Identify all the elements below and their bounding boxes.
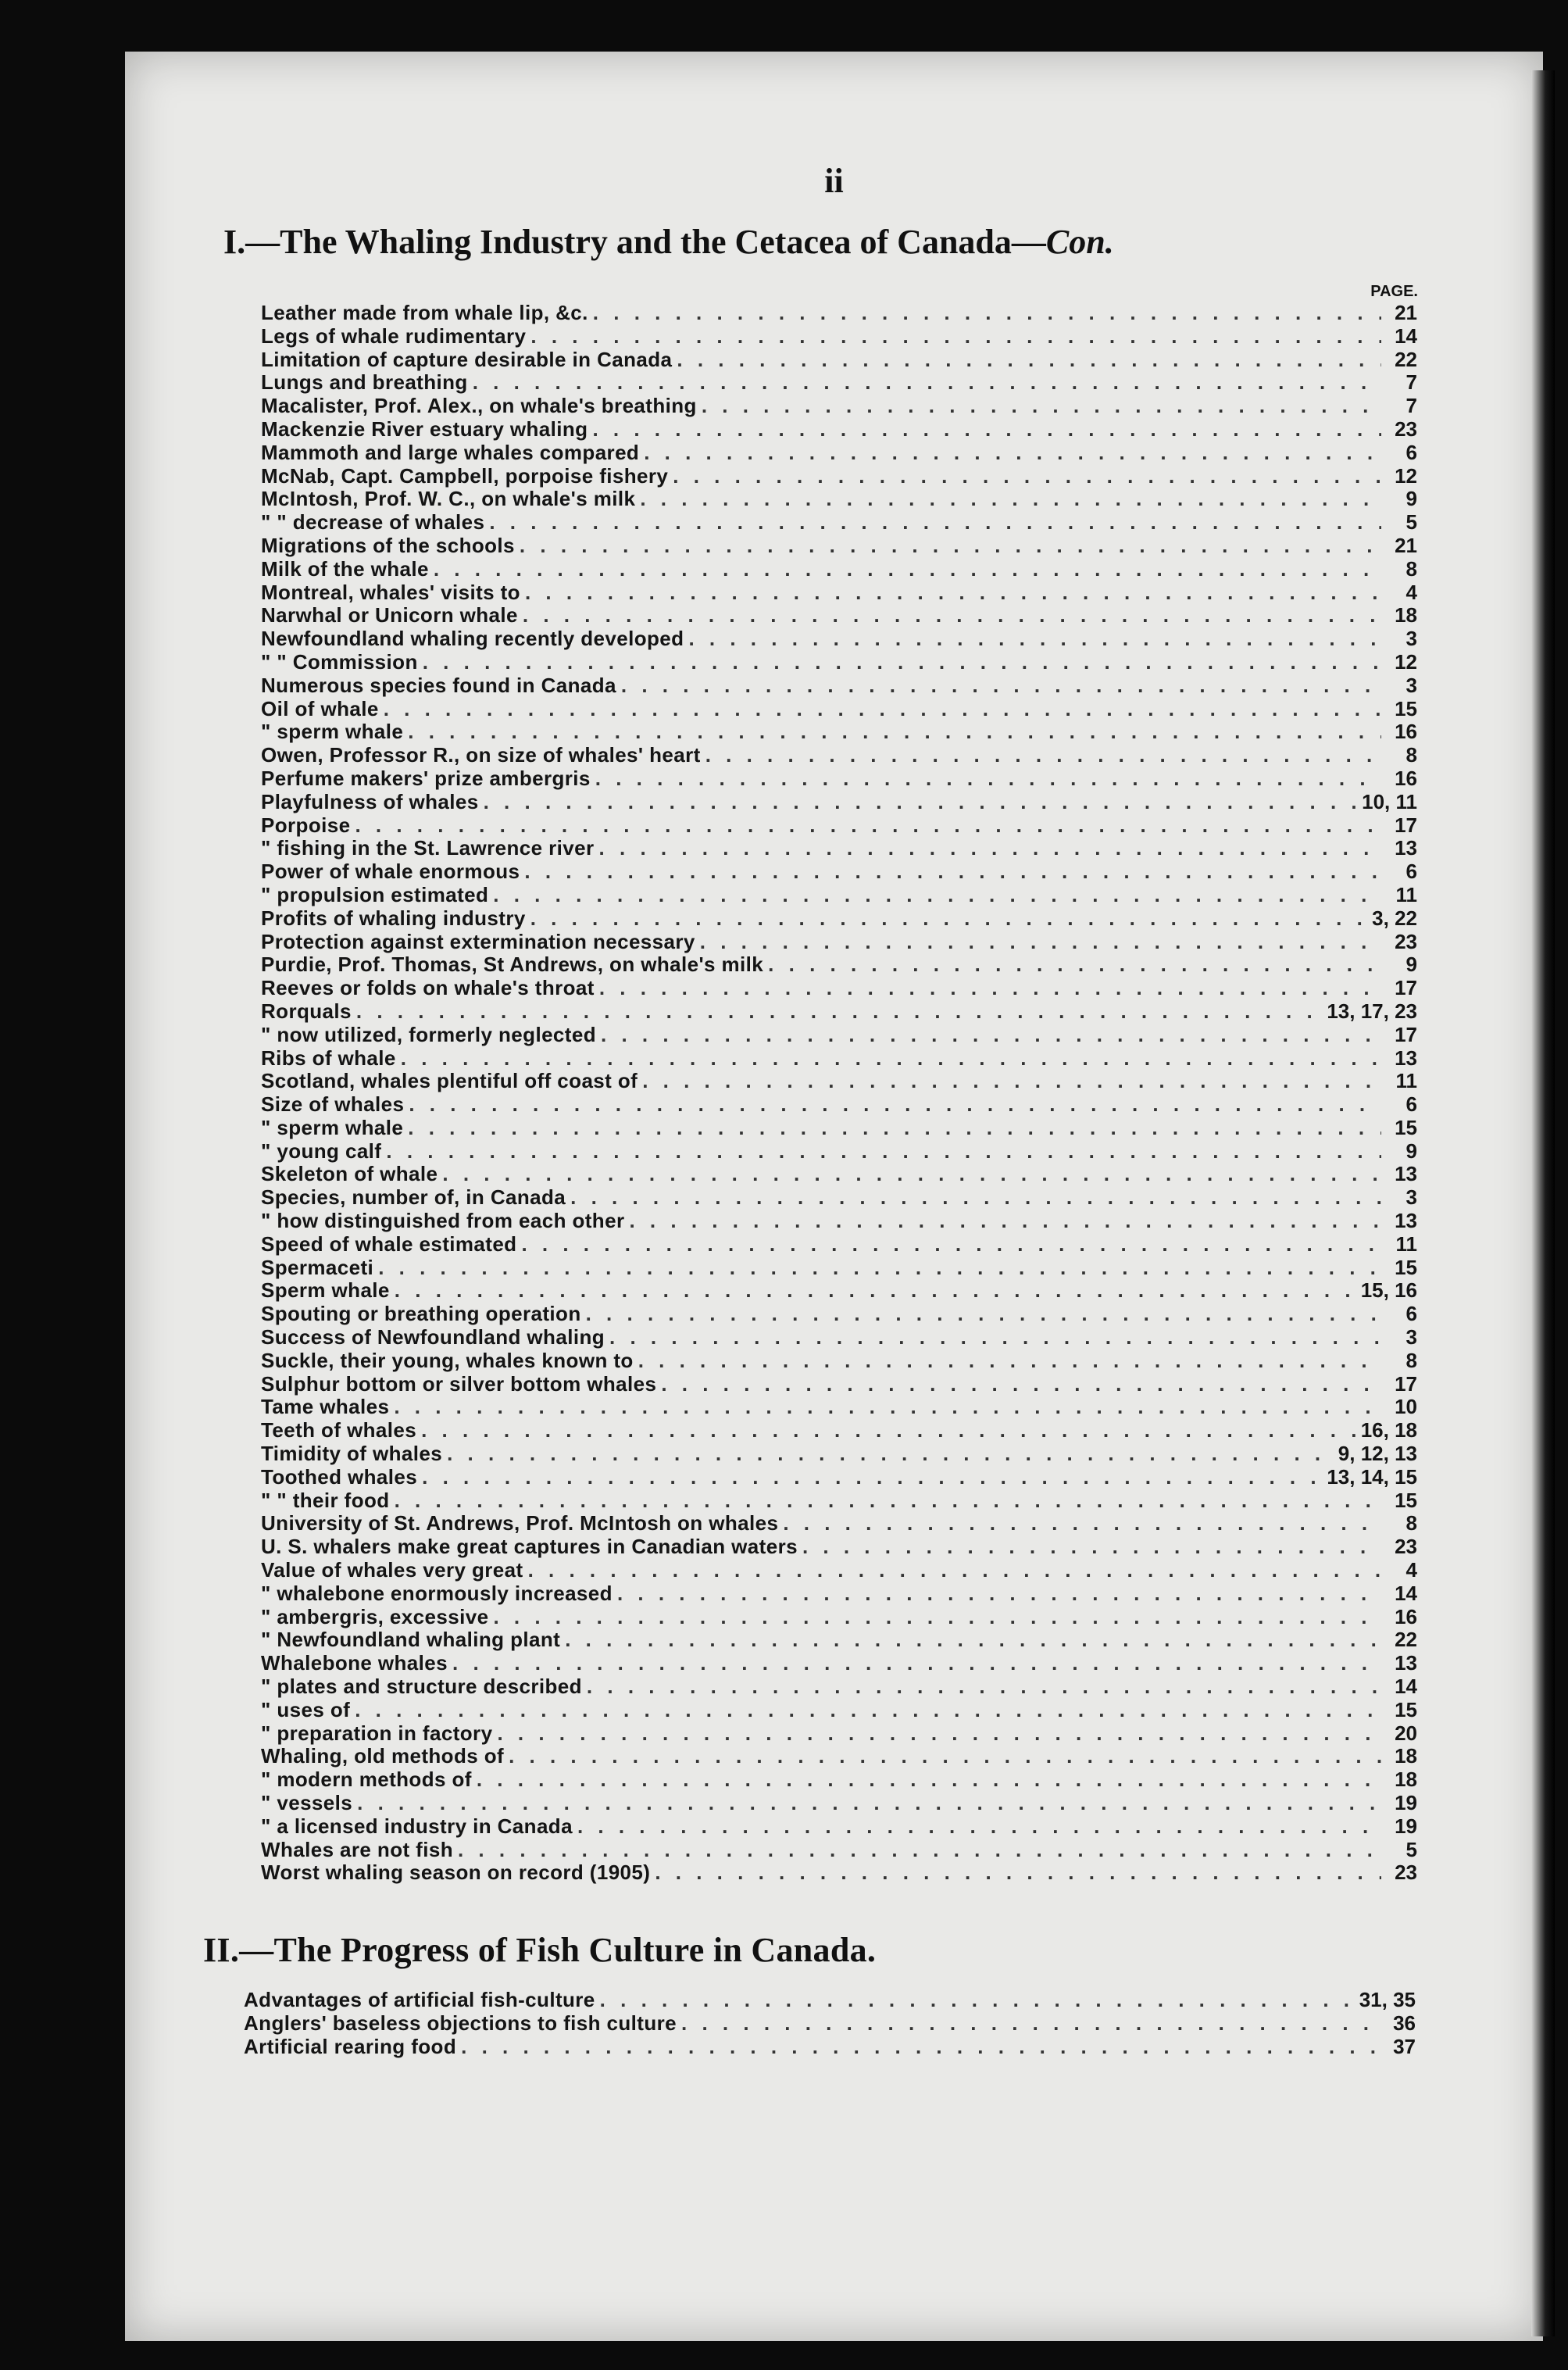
entry-text: Legs of whale rudimentary xyxy=(261,324,527,348)
index-entry xyxy=(261,1582,1417,1606)
entry-text: Whales are not fish xyxy=(261,1838,453,1861)
entry-text: Worst whaling season on record (1905) xyxy=(261,1861,651,1885)
entry-text: " sperm whale xyxy=(261,720,404,744)
index-entry xyxy=(261,627,1417,651)
index-entry xyxy=(261,1163,1417,1186)
index-entry xyxy=(261,1466,1417,1489)
leader-dots xyxy=(422,1466,1322,1489)
index-entry xyxy=(261,837,1417,860)
entry-text: Speed of whale estimated xyxy=(261,1232,517,1256)
leader-dots xyxy=(484,791,1358,814)
entry-page-number: 22 xyxy=(1395,348,1417,371)
index-entry xyxy=(261,1675,1417,1699)
entry-text: Ribs of whale xyxy=(261,1046,396,1070)
entry-text: Anglers' baseless objections to fish culture xyxy=(244,2011,677,2035)
leader-dots xyxy=(493,884,1381,907)
entry-text: " propulsion estimated xyxy=(261,883,489,906)
book-page xyxy=(125,52,1543,2341)
index-entry xyxy=(261,558,1417,581)
entry-page-number: 9 xyxy=(1405,1139,1417,1163)
entry-text: Whaling, old methods of xyxy=(261,1745,505,1768)
entry-page-number: 20 xyxy=(1395,1721,1417,1745)
leader-dots xyxy=(401,1047,1381,1071)
leader-dots xyxy=(599,837,1381,860)
entry-text: Suckle, their young, whales known to xyxy=(261,1349,634,1372)
entry-text: Newfoundland whaling recently developed xyxy=(261,627,684,651)
entry-page-number: 6 xyxy=(1405,860,1417,884)
index-entry xyxy=(261,931,1417,954)
leader-dots xyxy=(609,1326,1381,1349)
index-entry xyxy=(261,907,1417,931)
entry-page-number: 17 xyxy=(1395,1372,1417,1396)
index-list-section-2 xyxy=(244,1988,1416,2058)
leader-dots xyxy=(524,860,1381,884)
page-column-header: PAGE. xyxy=(1370,283,1418,300)
entry-page-number: 7 xyxy=(1405,395,1417,418)
leader-dots xyxy=(355,1699,1381,1722)
index-entry xyxy=(261,977,1417,1000)
leader-dots xyxy=(461,2035,1380,2058)
entry-text: Power of whale enormous xyxy=(261,860,520,884)
leader-dots xyxy=(384,698,1381,721)
index-entry xyxy=(261,534,1417,558)
entry-page-number: 16 xyxy=(1395,1605,1417,1628)
index-entry xyxy=(261,395,1417,418)
entry-text: " how distinguished from each other xyxy=(261,1210,625,1233)
leader-dots xyxy=(570,1186,1381,1210)
leader-dots xyxy=(705,744,1381,767)
leader-dots xyxy=(434,558,1381,581)
index-entry xyxy=(261,1349,1417,1373)
index-entry xyxy=(261,1861,1417,1885)
entry-page-number: 15 xyxy=(1395,1698,1417,1721)
entry-text: Artificial rearing food xyxy=(244,2035,457,2058)
leader-dots xyxy=(477,1768,1381,1792)
entry-page-number: 12 xyxy=(1395,464,1417,488)
entry-page-number: 6 xyxy=(1405,1093,1417,1117)
leader-dots xyxy=(452,1652,1381,1675)
leader-dots xyxy=(395,1489,1381,1513)
leader-dots xyxy=(640,488,1381,511)
entry-text: University of St. Andrews, Prof. McIntosh on whales xyxy=(261,1512,779,1535)
leader-dots xyxy=(489,511,1381,534)
index-entry xyxy=(261,349,1417,372)
entry-page-number: 17 xyxy=(1395,1023,1417,1046)
leader-dots xyxy=(357,1792,1381,1815)
entry-page-number: 3 xyxy=(1405,674,1417,697)
index-entry xyxy=(261,1815,1417,1839)
entry-page-number: 18 xyxy=(1395,1745,1417,1768)
leader-dots xyxy=(423,651,1381,674)
entry-page-number: 21 xyxy=(1395,302,1417,324)
leader-dots xyxy=(655,1861,1381,1885)
index-entry xyxy=(261,1396,1417,1419)
index-entry xyxy=(261,1768,1417,1792)
leader-dots xyxy=(356,1000,1322,1024)
leader-dots xyxy=(530,325,1381,349)
entry-page-number: 15 xyxy=(1395,697,1417,720)
entry-text: " whalebone enormously increased xyxy=(261,1582,613,1605)
entry-text: Macalister, Prof. Alex., on whale's breathing xyxy=(261,395,697,418)
index-entry xyxy=(261,1559,1417,1582)
leader-dots xyxy=(599,977,1381,1000)
entry-text: Whalebone whales xyxy=(261,1652,448,1675)
index-entry xyxy=(261,1652,1417,1675)
entry-page-number: 9 xyxy=(1405,488,1417,511)
index-entry xyxy=(261,1303,1417,1326)
index-entry xyxy=(261,1442,1417,1466)
leader-dots xyxy=(629,1210,1381,1233)
entry-text: Value of whales very great xyxy=(261,1559,523,1582)
entry-page-number: 23 xyxy=(1395,1535,1417,1559)
entry-page-number: 8 xyxy=(1405,1512,1417,1535)
section-1-title-suffix: Con. xyxy=(1045,223,1114,261)
entry-page-number: 21 xyxy=(1395,534,1417,557)
leader-dots xyxy=(525,581,1381,605)
index-entry xyxy=(261,1699,1417,1722)
index-entry xyxy=(261,1419,1417,1442)
entry-page-number: 17 xyxy=(1395,813,1417,837)
index-entry xyxy=(261,1140,1417,1164)
entry-text: Profits of whaling industry xyxy=(261,906,526,930)
entry-page-number: 13 xyxy=(1395,1163,1417,1186)
entry-text: " " their food xyxy=(261,1489,390,1512)
entry-page-number: 9 xyxy=(1405,953,1417,977)
section-1-title-text: I.—The Whaling Industry and the Cetacea of Canada— xyxy=(223,223,1046,261)
leader-dots xyxy=(586,1303,1381,1326)
entry-page-number: 37 xyxy=(1393,2035,1416,2058)
index-entry xyxy=(261,1839,1417,1862)
entry-page-number: 22 xyxy=(1395,1628,1417,1652)
leader-dots xyxy=(587,1675,1381,1699)
leader-dots xyxy=(355,814,1381,838)
leader-dots xyxy=(600,1988,1355,2011)
entry-text: Porpoise xyxy=(261,813,351,837)
index-list-section-1 xyxy=(261,302,1417,1885)
entry-text: " plates and structure described xyxy=(261,1675,582,1699)
entry-page-number: 13 xyxy=(1395,1046,1417,1070)
leader-dots xyxy=(702,395,1381,418)
index-entry xyxy=(261,1070,1417,1093)
entry-page-number: 6 xyxy=(1405,441,1417,464)
leader-dots xyxy=(378,1256,1381,1280)
entry-page-number: 15 xyxy=(1395,1116,1417,1139)
index-entry xyxy=(261,488,1417,511)
entry-page-number: 23 xyxy=(1395,930,1417,953)
entry-text: Purdie, Prof. Thomas, St Andrews, on whale's milk xyxy=(261,953,764,977)
leader-dots xyxy=(802,1535,1381,1559)
entry-page-number: 8 xyxy=(1405,557,1417,581)
index-entry xyxy=(261,674,1417,698)
entry-text: " modern methods of xyxy=(261,1768,472,1792)
index-entry xyxy=(261,744,1417,767)
entry-page-number: 5 xyxy=(1405,511,1417,534)
entry-text: Milk of the whale xyxy=(261,557,429,581)
entry-page-number: 18 xyxy=(1395,604,1417,627)
index-entry xyxy=(261,1000,1417,1024)
index-entry xyxy=(261,371,1417,395)
entry-text: Spermaceti xyxy=(261,1256,374,1279)
index-entry xyxy=(261,1722,1417,1746)
entry-page-number: 36 xyxy=(1393,2011,1416,2035)
entry-page-number: 16, 18 xyxy=(1360,1419,1417,1442)
entry-text: " " Commission xyxy=(261,650,418,674)
entry-page-number: 10, 11 xyxy=(1362,790,1417,813)
index-entry xyxy=(244,1988,1416,2011)
entry-page-number: 13 xyxy=(1395,1652,1417,1675)
index-entry xyxy=(261,884,1417,907)
leader-dots xyxy=(521,1233,1381,1256)
index-entry xyxy=(261,511,1417,534)
entry-text: Advantages of artificial fish-culture xyxy=(244,1988,595,2011)
entry-text: Sulphur bottom or silver bottom whales xyxy=(261,1372,657,1396)
index-entry xyxy=(244,2035,1416,2058)
entry-page-number: 9, 12, 13 xyxy=(1338,1442,1417,1466)
index-entry xyxy=(261,1233,1417,1256)
leader-dots xyxy=(386,1140,1381,1164)
index-entry xyxy=(261,1489,1417,1513)
entry-page-number: 16 xyxy=(1395,767,1417,790)
leader-dots xyxy=(447,1442,1334,1466)
index-entry xyxy=(261,1279,1417,1303)
index-entry xyxy=(261,1373,1417,1396)
leader-dots xyxy=(530,907,1367,931)
entry-text: Lungs and breathing xyxy=(261,371,468,395)
index-entry xyxy=(261,767,1417,791)
leader-dots xyxy=(473,371,1381,395)
leader-dots xyxy=(621,674,1381,698)
index-entry xyxy=(261,1792,1417,1815)
index-entry xyxy=(261,1256,1417,1280)
entry-text: " a licensed industry in Canada xyxy=(261,1814,573,1838)
entry-page-number: 4 xyxy=(1405,1559,1417,1582)
entry-page-number: 19 xyxy=(1395,1792,1417,1814)
entry-text: Narwhal or Unicorn whale xyxy=(261,604,518,627)
index-entry xyxy=(261,698,1417,721)
entry-text: Scotland, whales plentiful off coast of xyxy=(261,1070,638,1093)
entry-text: Toothed whales xyxy=(261,1465,418,1489)
index-entry xyxy=(261,441,1417,465)
index-entry xyxy=(261,581,1417,605)
leader-dots xyxy=(595,767,1381,791)
leader-dots xyxy=(442,1163,1381,1186)
entry-text: " young calf xyxy=(261,1139,382,1163)
entry-text: " sperm whale xyxy=(261,1116,404,1139)
index-entry xyxy=(261,651,1417,674)
entry-page-number: 11 xyxy=(1395,1232,1417,1256)
entry-text: Montreal, whales' visits to xyxy=(261,581,520,604)
entry-text: Perfume makers' prize ambergris xyxy=(261,767,591,790)
entry-page-number: 15 xyxy=(1395,1256,1417,1279)
entry-text: " preparation in factory xyxy=(261,1721,493,1745)
entry-text: Reeves or folds on whale's throat xyxy=(261,977,595,1000)
section-1-title xyxy=(223,222,1114,262)
entry-page-number: 31, 35 xyxy=(1359,1988,1416,2011)
index-entry xyxy=(261,465,1417,488)
entry-page-number: 15, 16 xyxy=(1360,1279,1417,1303)
index-entry xyxy=(261,1326,1417,1349)
leader-dots xyxy=(673,465,1381,488)
leader-dots xyxy=(617,1582,1381,1606)
index-entry xyxy=(261,604,1417,627)
entry-page-number: 14 xyxy=(1395,1582,1417,1605)
leader-dots xyxy=(528,1559,1381,1582)
entry-page-number: 7 xyxy=(1405,371,1417,395)
entry-page-number: 8 xyxy=(1405,744,1417,767)
entry-text: Playfulness of whales xyxy=(261,790,479,813)
index-entry xyxy=(261,1628,1417,1652)
entry-page-number: 4 xyxy=(1405,581,1417,604)
entry-text: Success of Newfoundland whaling xyxy=(261,1326,605,1349)
entry-text: " ambergris, excessive xyxy=(261,1605,489,1628)
entry-text: U. S. whalers make great captures in Canadian waters xyxy=(261,1535,798,1559)
entry-text: Mackenzie River estuary whaling xyxy=(261,417,588,441)
leader-dots xyxy=(493,1606,1381,1629)
entry-page-number: 13 xyxy=(1395,1210,1417,1233)
index-entry xyxy=(261,1024,1417,1047)
leader-dots xyxy=(577,1815,1381,1839)
entry-page-number: 14 xyxy=(1395,1675,1417,1699)
entry-page-number: 12 xyxy=(1395,650,1417,674)
entry-page-number: 13, 17, 23 xyxy=(1327,999,1417,1023)
entry-text: " uses of xyxy=(261,1698,351,1721)
index-entry xyxy=(261,1047,1417,1071)
entry-text: Mammoth and large whales compared xyxy=(261,441,640,464)
entry-page-number: 6 xyxy=(1405,1303,1417,1326)
leader-dots xyxy=(677,349,1381,372)
entry-text: Oil of whale xyxy=(261,697,379,720)
entry-page-number: 18 xyxy=(1395,1768,1417,1792)
index-entry xyxy=(261,953,1417,977)
entry-page-number: 14 xyxy=(1395,324,1417,348)
leader-dots xyxy=(700,931,1381,954)
leader-dots xyxy=(661,1373,1381,1396)
leader-dots xyxy=(783,1512,1381,1535)
index-entry xyxy=(261,860,1417,884)
entry-page-number: 13, 14, 15 xyxy=(1327,1465,1417,1489)
entry-text: Skeleton of whale xyxy=(261,1163,438,1186)
section-2-title: II.—The Progress of Fish Culture in Canada. xyxy=(203,1931,877,1969)
binding-edge xyxy=(1531,70,1555,2336)
entry-page-number: 19 xyxy=(1395,1814,1417,1838)
entry-page-number: 8 xyxy=(1405,1349,1417,1372)
entry-text: " fishing in the St. Lawrence river xyxy=(261,837,595,860)
entry-text: Owen, Professor R., on size of whales' heart xyxy=(261,744,701,767)
leader-dots xyxy=(409,1093,1381,1117)
leader-dots xyxy=(565,1628,1381,1652)
index-entry xyxy=(261,1186,1417,1210)
entry-page-number: 23 xyxy=(1395,1861,1417,1885)
entry-page-number: 16 xyxy=(1395,720,1417,744)
leader-dots xyxy=(688,627,1381,651)
index-entry xyxy=(244,2011,1416,2035)
leader-dots xyxy=(642,1070,1381,1093)
entry-text: Migrations of the schools xyxy=(261,534,515,557)
entry-text: " now utilized, formerly neglected xyxy=(261,1023,596,1046)
leader-dots xyxy=(601,1024,1381,1047)
index-entry xyxy=(261,1117,1417,1140)
entry-text: Leather made from whale lip, &c. xyxy=(261,302,588,324)
entry-page-number: 23 xyxy=(1395,417,1417,441)
entry-text: Protection against extermination necessary xyxy=(261,930,695,953)
leader-dots xyxy=(593,302,1381,325)
index-entry xyxy=(261,1512,1417,1535)
entry-text: McNab, Capt. Campbell, porpoise fishery xyxy=(261,464,669,488)
index-entry xyxy=(261,720,1417,744)
entry-page-number: 3, 22 xyxy=(1372,906,1417,930)
leader-dots xyxy=(458,1839,1381,1862)
entry-text: Sperm whale xyxy=(261,1279,390,1303)
leader-dots xyxy=(421,1419,1356,1442)
entry-text: Species, number of, in Canada xyxy=(261,1186,566,1210)
leader-dots xyxy=(394,1396,1381,1419)
entry-page-number: 3 xyxy=(1405,1326,1417,1349)
entry-page-number: 10 xyxy=(1395,1396,1417,1419)
index-entry xyxy=(261,1606,1417,1629)
index-entry xyxy=(261,814,1417,838)
entry-text: Limitation of capture desirable in Canada xyxy=(261,348,673,371)
index-entry xyxy=(261,791,1417,814)
entry-page-number: 3 xyxy=(1405,627,1417,651)
entry-page-number: 11 xyxy=(1395,1070,1417,1093)
index-entry xyxy=(261,1535,1417,1559)
index-entry xyxy=(261,418,1417,441)
entry-text: " Newfoundland whaling plant xyxy=(261,1628,561,1652)
entry-page-number: 11 xyxy=(1395,883,1417,906)
entry-text: " " decrease of whales xyxy=(261,511,485,534)
entry-page-number: 5 xyxy=(1405,1838,1417,1861)
leader-dots xyxy=(497,1722,1381,1746)
leader-dots xyxy=(768,953,1381,977)
leader-dots xyxy=(638,1349,1381,1373)
index-entry xyxy=(261,302,1417,325)
entry-text: Rorquals xyxy=(261,999,352,1023)
leader-dots xyxy=(520,534,1381,558)
entry-text: Tame whales xyxy=(261,1396,390,1419)
leader-dots xyxy=(395,1279,1356,1303)
entry-text: Teeth of whales xyxy=(261,1419,417,1442)
entry-text: Size of whales xyxy=(261,1093,405,1117)
leader-dots xyxy=(644,441,1381,465)
entry-text: " vessels xyxy=(261,1792,353,1814)
page-number: ii xyxy=(824,162,844,200)
leader-dots xyxy=(681,2011,1380,2035)
index-entry xyxy=(261,325,1417,349)
entry-text: Timidity of whales xyxy=(261,1442,443,1466)
entry-page-number: 3 xyxy=(1405,1186,1417,1210)
entry-page-number: 15 xyxy=(1395,1489,1417,1512)
leader-dots xyxy=(592,418,1381,441)
entry-text: McIntosh, Prof. W. C., on whale's milk xyxy=(261,488,636,511)
entry-page-number: 17 xyxy=(1395,977,1417,1000)
entry-text: Spouting or breathing operation xyxy=(261,1303,581,1326)
entry-page-number: 13 xyxy=(1395,837,1417,860)
leader-dots xyxy=(408,720,1381,744)
index-entry xyxy=(261,1745,1417,1768)
index-entry xyxy=(261,1210,1417,1233)
entry-text: Numerous species found in Canada xyxy=(261,674,616,697)
leader-dots xyxy=(523,604,1381,627)
leader-dots xyxy=(408,1117,1381,1140)
index-entry xyxy=(261,1093,1417,1117)
leader-dots xyxy=(509,1745,1381,1768)
